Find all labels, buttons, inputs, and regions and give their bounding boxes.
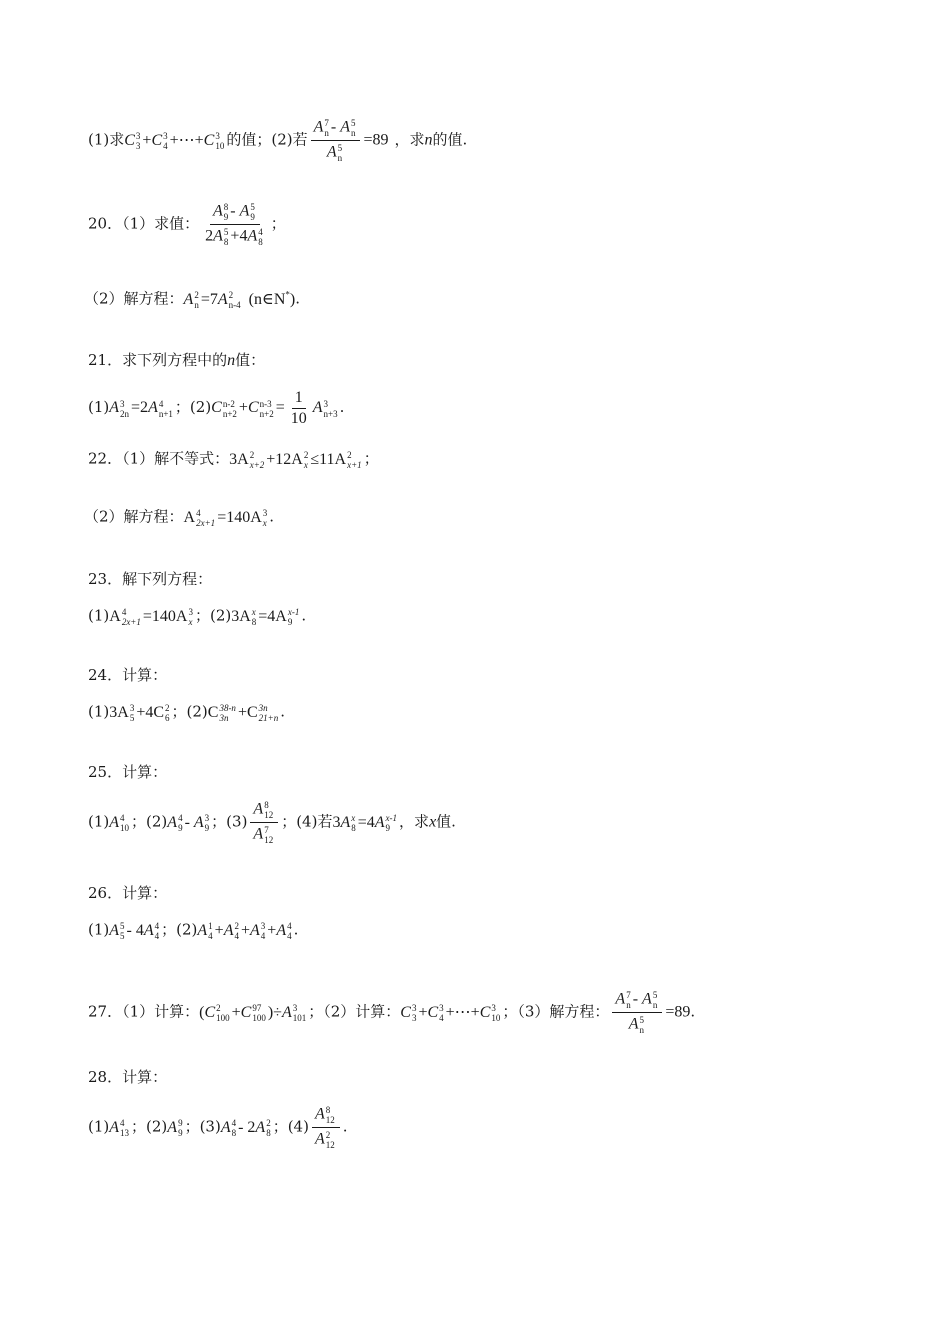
q27-equals-value: =89 — [665, 1003, 691, 1021]
question-24-parts — [88, 703, 285, 723]
q19-fraction: A 7 n - A 5 n A 5 n — [311, 118, 361, 163]
q19-tail-text: ，求 — [394, 130, 425, 149]
q27-fraction: A 7 n - A 5 n A 5 n — [612, 990, 662, 1035]
q25-part3-label: ；(3) — [211, 812, 248, 831]
q28-expression2: A 9 9 — [167, 1117, 183, 1138]
q28-expression1: A 4 13 — [109, 1117, 130, 1138]
q20-part1-end: ； — [270, 214, 286, 233]
q27-end: . — [690, 1002, 696, 1021]
q28-fraction: A 8 12 A 2 12 — [312, 1105, 340, 1150]
q22-part1-label: （1）解不等式： — [122, 449, 230, 468]
question-25-title — [88, 765, 167, 780]
q26-part1-label: (1) — [88, 920, 110, 939]
q28-part1-label: (1) — [88, 1117, 110, 1136]
question-26-title — [88, 886, 167, 901]
question-28-parts — [88, 1105, 348, 1150]
q20-condition: (n∈N — [248, 290, 286, 308]
q22-number: 22． — [88, 449, 123, 468]
q21-equation2: C n-2 n+2 +C n-3 n+2 = $\frac{1}{10}$ A 3 n+3 — [211, 389, 338, 427]
q22-part1-end: ； — [363, 449, 379, 468]
q20-number: 20． — [88, 214, 123, 233]
question-21-parts — [88, 390, 344, 427]
q19-equals-value: =89 — [363, 131, 389, 149]
q28-part2-label: ；(2) — [131, 1117, 168, 1136]
q21-title-end: 值： — [235, 351, 266, 369]
q25-expression1: A 4 10 — [109, 812, 130, 833]
q22-equation: A 4 2x+1 =140A 3 x — [183, 508, 268, 528]
q21-variable: n — [227, 352, 236, 369]
q25-variable: x — [429, 813, 437, 831]
q26-part2-label: ；(2) — [161, 920, 198, 939]
q27-part3-label: ；（3）解方程： — [502, 1002, 610, 1021]
q19-variable: n — [424, 131, 433, 149]
question-26-parts — [88, 921, 298, 941]
q21-equation1: A 3 2n =2A 4 n+1 — [109, 398, 173, 419]
q20-part2-end: . — [295, 289, 300, 308]
q24-expression2: C 38-n 3n +C 3n 21+n — [207, 703, 279, 723]
question-19-line — [88, 118, 467, 163]
q24-expression1: 3A 3 5 +4C 2 6 — [109, 703, 170, 723]
q21-frac-denominator: 10 — [290, 410, 307, 427]
q21-part2-label: ；(2) — [174, 398, 212, 417]
q26-title-text: 26．计算： — [88, 884, 168, 902]
q27-expression2: C 3 3 +C 3 4 +⋯+C 3 10 — [400, 1002, 501, 1023]
q21-title-text: 21．求下列方程中的 — [88, 351, 228, 369]
q28-end: . — [342, 1117, 348, 1136]
q21-frac-numerator: 1 — [292, 390, 306, 409]
q21-part1-label: (1) — [88, 398, 110, 417]
question-25-parts — [88, 800, 456, 845]
question-22-part2 — [84, 508, 274, 528]
question-21-title — [88, 353, 265, 369]
q25-part1-label: (1) — [88, 812, 110, 831]
q28-expression3: A 4 8 - 2A 2 8 — [220, 1117, 271, 1138]
q24-end: . — [280, 702, 285, 721]
q19-end-text: 的值. — [432, 130, 468, 149]
q20-part2-label: （2）解方程： — [84, 289, 184, 308]
q26-end: . — [293, 920, 299, 939]
q20-fraction: A 8 9 - A 5 9 2A 5 8 +4A 4 8 — [205, 202, 263, 247]
q24-title-text: 24．计算： — [88, 666, 168, 684]
question-28-title — [88, 1070, 167, 1085]
q26-expression2: A 1 4 +A 2 4 +A 3 4 +A 4 4 — [197, 921, 292, 941]
q25-tail-text: ，求 — [399, 812, 430, 831]
q23-part2-label: ；(2) — [194, 606, 232, 625]
q20-part1-label: （1）求值： — [122, 214, 200, 233]
q23-equation1: A 4 2x+1 =140A 3 x — [109, 607, 193, 627]
q24-part2-label: ；(2) — [171, 702, 208, 721]
question-24-title — [88, 668, 167, 683]
q28-part3-label: ；(3) — [184, 1117, 221, 1136]
q27-expression1: (C 2 100 +C 97 100 )÷A 3 101 — [199, 1002, 307, 1023]
q22-inequality: 3A 2 x+2 +12A 2 x ≤11A 2 x+1 — [229, 450, 362, 470]
q19-sum-expression: C 3 3 +C 3 4 +⋯+C 3 10 — [124, 130, 225, 151]
q27-part1-label: （1）计算： — [122, 1002, 200, 1021]
q19-part1-label: (1)求 — [88, 130, 125, 149]
q28-part4-label: ；(4) — [272, 1117, 309, 1136]
q25-expression2: A 4 9 - A 3 9 — [167, 812, 210, 833]
question-20-part2 — [84, 290, 300, 310]
q25-fraction: A 8 12 A 7 12 — [250, 800, 278, 845]
q27-number: 27． — [88, 1002, 123, 1021]
q23-end: . — [301, 606, 307, 625]
q23-part1-label: (1) — [88, 606, 110, 625]
q26-expression1: A 5 5 - 4A 4 4 — [109, 921, 160, 941]
q23-title-text: 23．解下列方程： — [88, 570, 213, 588]
q28-title-text: 28．计算： — [88, 1068, 168, 1086]
q21-end: . — [339, 398, 345, 417]
q25-title-text: 25．计算： — [88, 763, 168, 781]
question-27-line — [88, 990, 695, 1035]
question-22-part1 — [88, 450, 379, 470]
question-23-title — [88, 572, 212, 587]
q23-equation2: 3A x 8 =4A x-1 9 — [231, 607, 300, 627]
q25-equation: 3A x 8 =4A x-1 9 — [332, 812, 398, 833]
question-20-part1 — [88, 202, 286, 247]
q22-part2-label: （2）解方程： — [84, 507, 184, 526]
q22-part2-end: . — [269, 507, 275, 526]
q20-equation: A 2 n =7A 2 n-4 (n∈N*) — [183, 289, 296, 310]
q27-part2-label: ；（2）计算： — [308, 1002, 401, 1021]
question-23-parts — [88, 607, 306, 627]
q19-part2-label: 的值；(2)若 — [226, 130, 308, 149]
q25-part4-label: ；(4)若 — [281, 812, 333, 831]
q25-part2-label: ；(2) — [131, 812, 168, 831]
q24-part1-label: (1) — [88, 702, 110, 721]
q25-end: 值. — [436, 812, 456, 831]
